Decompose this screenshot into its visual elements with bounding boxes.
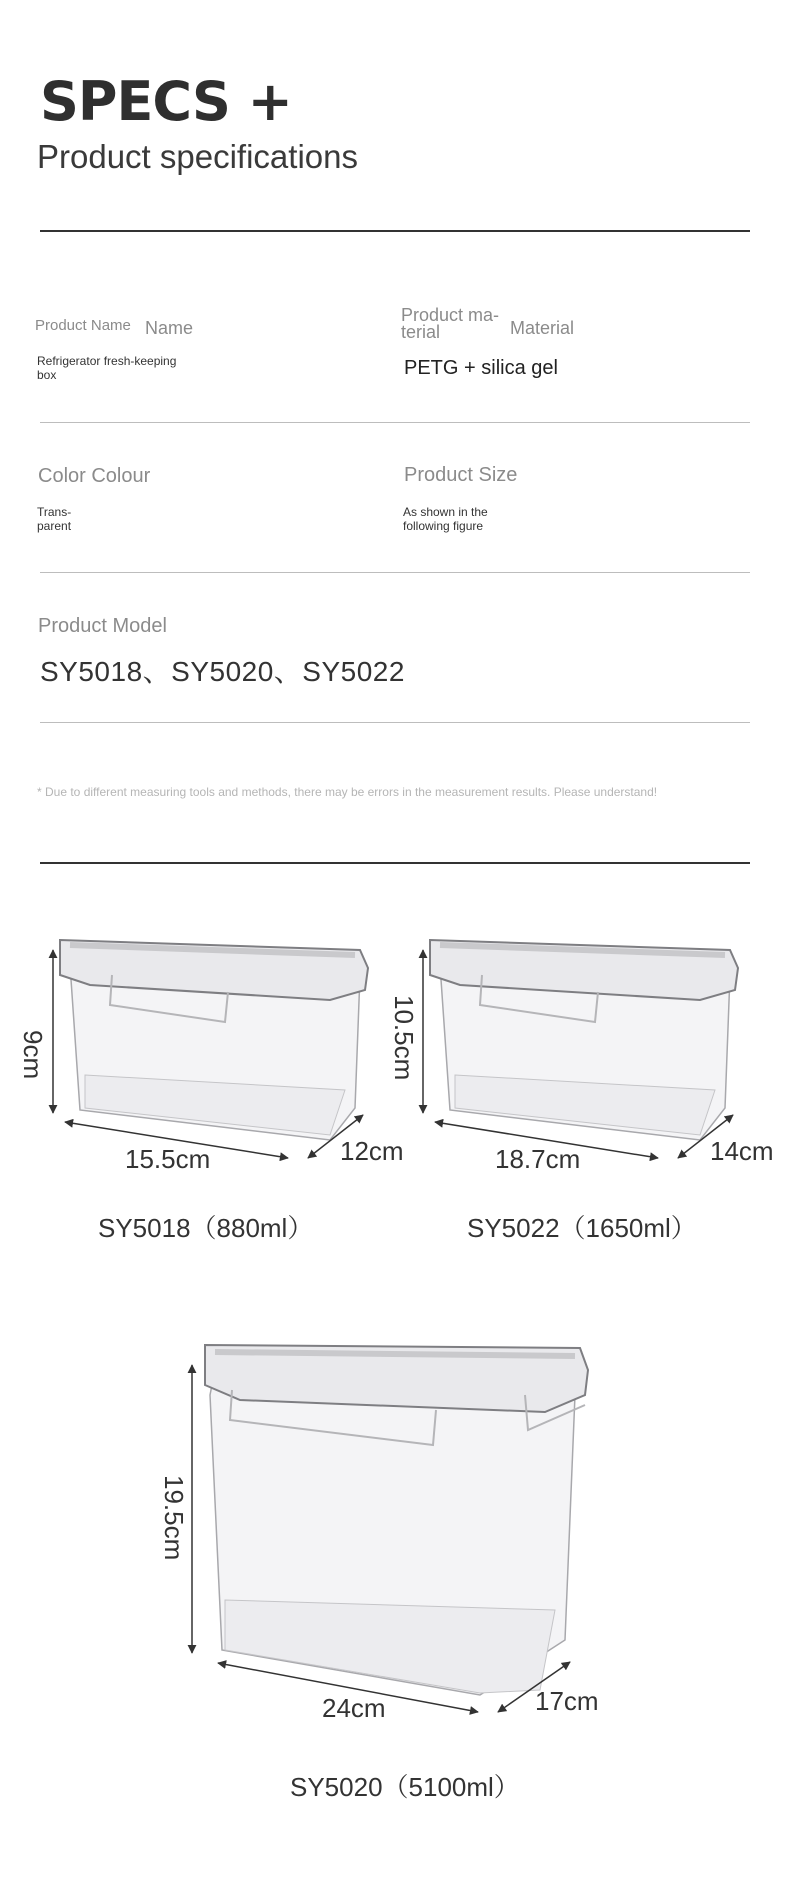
- container-box-icon: [430, 940, 738, 1140]
- model-value: SY5018、SY5020、SY5022: [40, 656, 405, 687]
- product-caption: SY5022（1650ml）: [467, 1213, 697, 1243]
- container-box-icon: [60, 940, 368, 1140]
- name-label-cn: Product Name: [35, 317, 131, 334]
- material-label-en: Material: [510, 318, 575, 338]
- color-label: Color Colour: [38, 465, 151, 487]
- width-label: 17cm: [535, 1686, 599, 1716]
- size-label: Product Size: [404, 464, 518, 486]
- width-label: 14cm: [710, 1136, 774, 1166]
- length-label: 18.7cm: [495, 1144, 581, 1174]
- container-box-icon: [205, 1345, 588, 1695]
- material-label-cn: Product ma-terial: [401, 305, 500, 342]
- height-label: 10.5cm: [389, 995, 419, 1081]
- product-caption: SY5020（5100ml）: [290, 1772, 520, 1802]
- length-label: 15.5cm: [125, 1144, 211, 1174]
- size-value: As shown in the following figure: [403, 505, 488, 533]
- measurement-note: * Due to different measuring tools and methods, there may be errors in the measurement results. Please understand!: [37, 785, 658, 799]
- height-label: 9cm: [18, 1030, 48, 1080]
- color-value: Trans-parent: [37, 505, 72, 533]
- page-subtitle: Product specifications: [37, 138, 358, 175]
- name-label-en: Name: [145, 318, 194, 338]
- page-title: SPECS +: [40, 70, 292, 133]
- model-label: Product Model: [38, 615, 167, 637]
- name-value: Refrigerator fresh-keeping box: [37, 354, 177, 382]
- product-caption: SY5018（880ml）: [98, 1213, 314, 1243]
- length-label: 24cm: [322, 1693, 386, 1723]
- width-label: 12cm: [340, 1136, 404, 1166]
- height-label: 19.5cm: [159, 1475, 189, 1561]
- material-value: PETG + silica gel: [404, 357, 558, 379]
